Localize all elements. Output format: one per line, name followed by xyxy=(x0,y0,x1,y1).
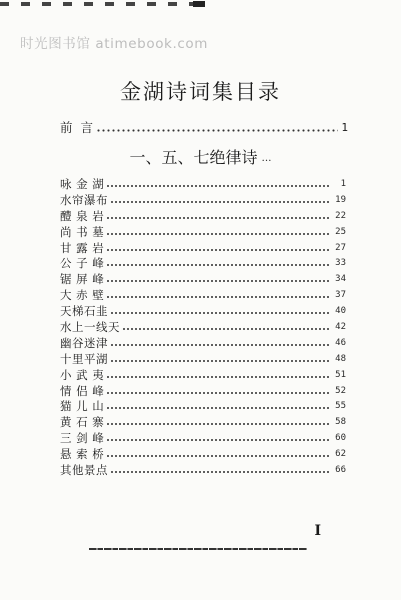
bottom-rule xyxy=(89,548,307,550)
entry-page: 19 xyxy=(335,194,346,205)
dot-leader xyxy=(110,351,330,367)
section-suffix: … xyxy=(261,153,272,164)
entry-title: 十里平湖 xyxy=(60,351,108,366)
entry-title: 三 剑 峰 xyxy=(60,431,105,446)
dot-leader xyxy=(122,319,330,335)
dot-leader xyxy=(106,271,330,287)
entry-title: 水帘瀑布 xyxy=(60,192,108,207)
toc-entry[interactable] xyxy=(60,255,346,271)
entry-page: 27 xyxy=(335,242,346,253)
entry-title: 其他景点 xyxy=(60,462,108,477)
toc-entry[interactable] xyxy=(60,319,346,335)
dot-leader xyxy=(106,414,330,430)
entry-page: 51 xyxy=(335,369,346,380)
preface-page: 1 xyxy=(341,120,348,134)
toc-entry[interactable] xyxy=(60,414,346,430)
dot-leader xyxy=(96,119,338,135)
dot-leader xyxy=(110,303,330,319)
toc-entry[interactable] xyxy=(60,208,346,224)
dot-leader xyxy=(106,224,330,240)
toc-entry[interactable] xyxy=(60,446,346,462)
toc-entry[interactable] xyxy=(60,176,346,192)
dot-leader xyxy=(106,398,330,414)
toc-list xyxy=(60,176,346,478)
section-title: 一、五、七绝律诗 xyxy=(129,148,258,167)
entry-page: 66 xyxy=(335,464,346,475)
entry-page: 55 xyxy=(335,401,346,412)
entry-page: 33 xyxy=(335,258,346,269)
toc-entry[interactable] xyxy=(60,398,346,414)
toc-entry[interactable] xyxy=(60,240,346,256)
dot-leader xyxy=(110,192,330,208)
dot-leader xyxy=(106,446,330,462)
toc-entry[interactable] xyxy=(60,287,346,303)
entry-page: 52 xyxy=(335,385,346,396)
dot-leader xyxy=(106,176,330,192)
section-heading xyxy=(0,145,401,168)
toc-entry[interactable] xyxy=(60,462,346,478)
toc-entry[interactable] xyxy=(60,430,346,446)
dot-leader xyxy=(106,287,330,303)
dot-leader xyxy=(106,208,330,224)
toc-entry[interactable] xyxy=(60,383,346,399)
entry-page: 34 xyxy=(335,274,346,285)
entry-page: 22 xyxy=(335,210,346,221)
dot-leader xyxy=(106,255,330,271)
dot-leader xyxy=(106,430,330,446)
entry-title: 黄 石 寨 xyxy=(60,415,105,430)
toc-entry[interactable] xyxy=(60,303,346,319)
toc-preface-row[interactable] xyxy=(60,119,348,135)
dot-leader xyxy=(110,462,330,478)
entry-title: 幽谷迷津 xyxy=(60,335,108,350)
top-dashed-border xyxy=(0,2,205,6)
entry-page: 42 xyxy=(335,321,346,332)
entry-title: 大 赤 壁 xyxy=(60,288,105,303)
entry-title: 咏 金 湖 xyxy=(60,176,105,191)
entry-title: 甘 露 岩 xyxy=(60,240,105,255)
toc-entry[interactable] xyxy=(60,367,346,383)
dot-leader xyxy=(110,335,330,351)
toc-entry[interactable] xyxy=(60,351,346,367)
entry-title: 天梯石韭 xyxy=(60,304,108,319)
entry-page: 46 xyxy=(335,337,346,348)
entry-title: 水上一线天 xyxy=(60,319,120,334)
page-number: I xyxy=(314,523,321,539)
page-title: 金湖诗词集目录 xyxy=(120,80,281,104)
entry-page: 1 xyxy=(340,178,346,189)
entry-title: 公 子 峰 xyxy=(60,256,105,271)
dot-leader xyxy=(106,383,330,399)
entry-title: 猫 儿 山 xyxy=(60,399,105,414)
entry-page: 58 xyxy=(335,417,346,428)
entry-page: 60 xyxy=(335,433,346,444)
preface-label: 前 言 xyxy=(60,120,93,135)
entry-page: 25 xyxy=(335,226,346,237)
toc-entry[interactable] xyxy=(60,335,346,351)
toc-entry[interactable] xyxy=(60,192,346,208)
entry-page: 62 xyxy=(335,449,346,460)
watermark: 时光图书馆 atimebook.com xyxy=(20,36,208,52)
entry-page: 48 xyxy=(335,353,346,364)
entry-title: 尚 书 墓 xyxy=(60,224,105,239)
entry-title: 醴 泉 岩 xyxy=(60,208,105,223)
entry-title: 情 侣 峰 xyxy=(60,383,105,398)
entry-page: 40 xyxy=(335,306,346,317)
entry-title: 悬 索 桥 xyxy=(60,447,105,462)
entry-page: 37 xyxy=(335,290,346,301)
dot-leader xyxy=(106,240,330,256)
toc-entry[interactable] xyxy=(60,271,346,287)
toc-entry[interactable] xyxy=(60,224,346,240)
dot-leader xyxy=(106,367,330,383)
entry-title: 小 武 夷 xyxy=(60,367,105,382)
entry-title: 锯 屏 峰 xyxy=(60,272,105,287)
